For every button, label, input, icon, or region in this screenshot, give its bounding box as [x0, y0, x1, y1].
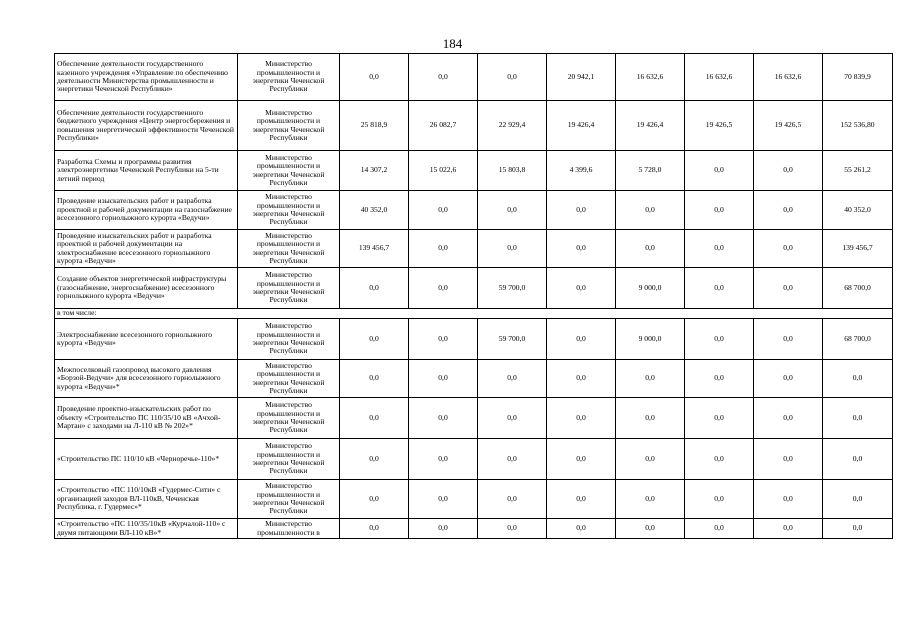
- table-row: [55, 360, 893, 398]
- year-value: 0,0: [616, 439, 685, 480]
- year-value: 0,0: [754, 439, 823, 480]
- year-value: 0,0: [616, 480, 685, 519]
- year-value: 0,0: [340, 439, 409, 480]
- year-value: 0,0: [685, 230, 754, 268]
- year-value: 0,0: [478, 54, 547, 101]
- total-value: 40 352,0: [823, 191, 893, 230]
- page-number: 184: [442, 36, 463, 51]
- year-value: 22 929,4: [478, 101, 547, 151]
- year-value: 0,0: [547, 230, 616, 268]
- year-value: 0,0: [547, 439, 616, 480]
- total-value: 139 456,7: [823, 230, 893, 268]
- year-value: 0,0: [409, 54, 478, 101]
- executor: Министерство промышленности в: [238, 519, 340, 539]
- year-value: 0,0: [340, 319, 409, 360]
- year-value: 0,0: [754, 519, 823, 539]
- year-value: 0,0: [409, 268, 478, 309]
- year-value: 0,0: [409, 398, 478, 439]
- year-value: 0,0: [478, 439, 547, 480]
- year-value: 25 818,9: [340, 101, 409, 151]
- year-value: 0,0: [616, 398, 685, 439]
- year-value: 0,0: [685, 268, 754, 309]
- year-value: 0,0: [547, 519, 616, 539]
- table-row: [55, 191, 893, 230]
- year-value: 40 352,0: [340, 191, 409, 230]
- year-value: 0,0: [685, 191, 754, 230]
- total-value: 68 700,0: [823, 268, 893, 309]
- total-value: 0,0: [823, 439, 893, 480]
- year-value: 0,0: [547, 480, 616, 519]
- year-value: 0,0: [685, 151, 754, 191]
- table-body: [55, 54, 893, 539]
- year-value: 0,0: [478, 398, 547, 439]
- year-value: 16 632,6: [616, 54, 685, 101]
- year-value: 0,0: [340, 398, 409, 439]
- year-value: 0,0: [478, 360, 547, 398]
- year-value: 4 399,6: [547, 151, 616, 191]
- year-value: 0,0: [547, 319, 616, 360]
- executor: Министерство промышленности и энергетики Чеченской Республики: [238, 230, 340, 268]
- executor: Министерство промышленности и энергетики Чеченской Республики: [238, 439, 340, 480]
- year-value: 0,0: [754, 480, 823, 519]
- section-row: [55, 309, 893, 319]
- year-value: 0,0: [340, 54, 409, 101]
- activity-name: Обеспечение деятельности государственного казенного учреждения «Управление по обеспечению деятельности Министерства промышленности и энергетики Чеченской Республики»: [55, 54, 238, 101]
- activity-name: «Строительство ПС 110/10 кВ «Черноречье-110»*: [55, 439, 238, 480]
- year-value: 15 803,8: [478, 151, 547, 191]
- year-value: 0,0: [547, 268, 616, 309]
- year-value: 5 728,0: [616, 151, 685, 191]
- year-value: 0,0: [685, 439, 754, 480]
- year-value: 0,0: [478, 480, 547, 519]
- year-value: 19 426,4: [547, 101, 616, 151]
- year-value: 59 700,0: [478, 319, 547, 360]
- activity-name: Электроснабжение всесезонного горнолыжного курорта «Ведучи»: [55, 319, 238, 360]
- year-value: 14 307,2: [340, 151, 409, 191]
- year-value: 0,0: [478, 191, 547, 230]
- year-value: 19 426,5: [685, 101, 754, 151]
- activity-name: Обеспечение деятельности государственного бюджетного учреждения «Центр энергосбережения и повышения энергетической эффективности Чеченской Республики»: [55, 101, 238, 151]
- year-value: 0,0: [616, 191, 685, 230]
- year-value: 0,0: [754, 151, 823, 191]
- executor: Министерство промышленности и энергетики Чеченской Республики: [238, 319, 340, 360]
- total-value: 68 700,0: [823, 319, 893, 360]
- executor: Министерство промышленности и энергетики Чеченской Республики: [238, 480, 340, 519]
- year-value: 0,0: [340, 519, 409, 539]
- year-value: 0,0: [754, 319, 823, 360]
- table-row: [55, 101, 893, 151]
- year-value: 0,0: [409, 319, 478, 360]
- table-row: [55, 268, 893, 309]
- total-value: 0,0: [823, 398, 893, 439]
- year-value: 0,0: [340, 360, 409, 398]
- activity-name: Проведение проектно-изыскательских работ по объекту «Строительство ПС 110/35/10 кВ «Ачхой-Мартан» с заходами на Л-110 кВ № 202»*: [55, 398, 238, 439]
- year-value: 0,0: [409, 191, 478, 230]
- year-value: 0,0: [340, 480, 409, 519]
- year-value: 0,0: [547, 191, 616, 230]
- year-value: 0,0: [754, 360, 823, 398]
- executor: Министерство промышленности и энергетики Чеченской Республики: [238, 191, 340, 230]
- table-row: [55, 519, 893, 539]
- year-value: 0,0: [616, 360, 685, 398]
- year-value: 0,0: [754, 268, 823, 309]
- table-row: [55, 151, 893, 191]
- activity-name: «Строительство «ПС 110/35/10кВ «Курчалой-110» с двумя питающими ВЛ-110 кВ»*: [55, 519, 238, 539]
- year-value: 0,0: [409, 480, 478, 519]
- year-value: 0,0: [685, 480, 754, 519]
- executor: Министерство промышленности и энергетики Чеченской Республики: [238, 360, 340, 398]
- year-value: 0,0: [685, 360, 754, 398]
- year-value: 59 700,0: [478, 268, 547, 309]
- year-value: 19 426,4: [616, 101, 685, 151]
- table-row: [55, 480, 893, 519]
- year-value: 20 942,1: [547, 54, 616, 101]
- year-value: 0,0: [478, 230, 547, 268]
- executor: Министерство промышленности и энергетики Чеченской Республики: [238, 398, 340, 439]
- executor: Министерство промышленности и энергетики Чеченской Республики: [238, 151, 340, 191]
- year-value: 0,0: [685, 319, 754, 360]
- executor: Министерство промышленности и энергетики Чеченской Республики: [238, 54, 340, 101]
- executor: Министерство промышленности и энергетики Чеченской Республики: [238, 101, 340, 151]
- year-value: 139 456,7: [340, 230, 409, 268]
- total-value: 0,0: [823, 360, 893, 398]
- year-value: 0,0: [616, 230, 685, 268]
- year-value: 0,0: [754, 398, 823, 439]
- total-value: 0,0: [823, 480, 893, 519]
- year-value: 15 022,6: [409, 151, 478, 191]
- table-row: [55, 398, 893, 439]
- section-label: в том числе:: [55, 309, 893, 319]
- year-value: 9 000,0: [616, 268, 685, 309]
- year-value: 0,0: [478, 519, 547, 539]
- total-value: 55 261,2: [823, 151, 893, 191]
- year-value: 9 000,0: [616, 319, 685, 360]
- table-row: [55, 54, 893, 101]
- year-value: 26 082,7: [409, 101, 478, 151]
- year-value: 0,0: [409, 360, 478, 398]
- year-value: 16 632,6: [754, 54, 823, 101]
- year-value: 0,0: [409, 230, 478, 268]
- year-value: 0,0: [340, 268, 409, 309]
- activity-name: «Строительство «ПС 110/10кВ «Гудермес-Сити» с организацией заходов ВЛ-110кВ, Чеченская Республика, г. Гудермес»*: [55, 480, 238, 519]
- activity-name: Проведение изыскательских работ и разработка проектной и рабочей документации на электроснабжение всесезонного горнолыжного курорта «Ведучи»: [55, 230, 238, 268]
- year-value: 0,0: [409, 519, 478, 539]
- total-value: 70 839,9: [823, 54, 893, 101]
- activity-name: Создание объектов энергетической инфраструктуры (газоснабжение, энергоснабжение) всесезонного горнолыжного курорта «Ведучи»: [55, 268, 238, 309]
- year-value: 0,0: [754, 191, 823, 230]
- year-value: 0,0: [409, 439, 478, 480]
- year-value: 0,0: [616, 519, 685, 539]
- total-value: 152 536,80: [823, 101, 893, 151]
- year-value: 0,0: [547, 360, 616, 398]
- year-value: 19 426,5: [754, 101, 823, 151]
- table-row: [55, 319, 893, 360]
- year-value: 0,0: [685, 398, 754, 439]
- table-row: [55, 439, 893, 480]
- year-value: 0,0: [754, 230, 823, 268]
- activity-name: Межпоселковый газопровод высокого давления «Борзой-Ведучи» для всесезонного горнолыжного курорта «Ведучи»*: [55, 360, 238, 398]
- budget-table: [54, 53, 893, 539]
- year-value: 0,0: [685, 519, 754, 539]
- total-value: 0,0: [823, 519, 893, 539]
- activity-name: Проведение изыскательских работ и разработка проектной и рабочей документации на газоснабжение всесезонного горнолыжного курорта «Ведучи»: [55, 191, 238, 230]
- year-value: 16 632,6: [685, 54, 754, 101]
- executor: Министерство промышленности и энергетики Чеченской Республики: [238, 268, 340, 309]
- table-row: [55, 230, 893, 268]
- activity-name: Разработка Схемы и программы развития электроэнергетики Чеченской Республики на 5-ти летний период: [55, 151, 238, 191]
- year-value: 0,0: [547, 398, 616, 439]
